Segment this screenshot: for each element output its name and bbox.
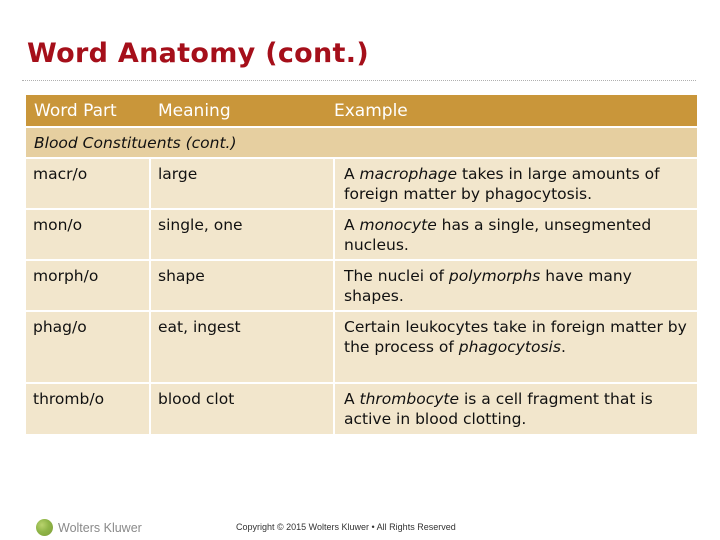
example-term: phagocytosis xyxy=(458,338,561,356)
table-row xyxy=(26,260,697,311)
publisher-logo xyxy=(36,519,142,536)
header-meaning: Meaning xyxy=(150,95,334,127)
publisher-name: Wolters Kluwer xyxy=(58,520,142,535)
table-row xyxy=(26,311,697,383)
example-term: polymorphs xyxy=(448,267,541,285)
header-word-part: Word Part xyxy=(26,95,150,127)
table-header-row xyxy=(26,95,697,127)
title-divider xyxy=(22,80,696,81)
table-row xyxy=(26,383,697,434)
word-part-cell: mon/o xyxy=(26,209,150,260)
meaning-cell: shape xyxy=(150,260,334,311)
example-term: monocyte xyxy=(359,216,437,234)
table-row xyxy=(26,158,697,209)
copyright-notice: Copyright © 2015 Wolters Kluwer • All Rights Reserved xyxy=(236,522,456,532)
word-part-cell: macr/o xyxy=(26,158,150,209)
meaning-cell: blood clot xyxy=(150,383,334,434)
example-cell: A macrophage takes in large amounts of foreign matter by phagocytosis. xyxy=(334,158,697,209)
section-label: Blood Constituents (cont.) xyxy=(26,127,697,158)
meaning-cell: eat, ingest xyxy=(150,311,334,383)
example-term: macrophage xyxy=(359,165,458,183)
example-cell: A monocyte has a single, unsegmented nucleus. xyxy=(334,209,697,260)
meaning-cell: large xyxy=(150,158,334,209)
example-cell: The nuclei of polymorphs have many shapes. xyxy=(334,260,697,311)
word-part-cell: phag/o xyxy=(26,311,150,383)
table-row xyxy=(26,209,697,260)
section-row xyxy=(26,127,697,158)
example-cell: Certain leukocytes take in foreign matter by the process of phagocytosis. xyxy=(334,311,697,383)
wolters-kluwer-logo-icon xyxy=(36,519,53,536)
header-example: Example xyxy=(334,95,697,127)
page-title: Word Anatomy (cont.) xyxy=(27,38,369,69)
meaning-cell: single, one xyxy=(150,209,334,260)
word-part-cell: morph/o xyxy=(26,260,150,311)
word-part-cell: thromb/o xyxy=(26,383,150,434)
example-term: thrombocyte xyxy=(359,390,460,408)
example-cell: A thrombocyte is a cell fragment that is active in blood clotting. xyxy=(334,383,697,434)
word-anatomy-table xyxy=(26,95,697,434)
